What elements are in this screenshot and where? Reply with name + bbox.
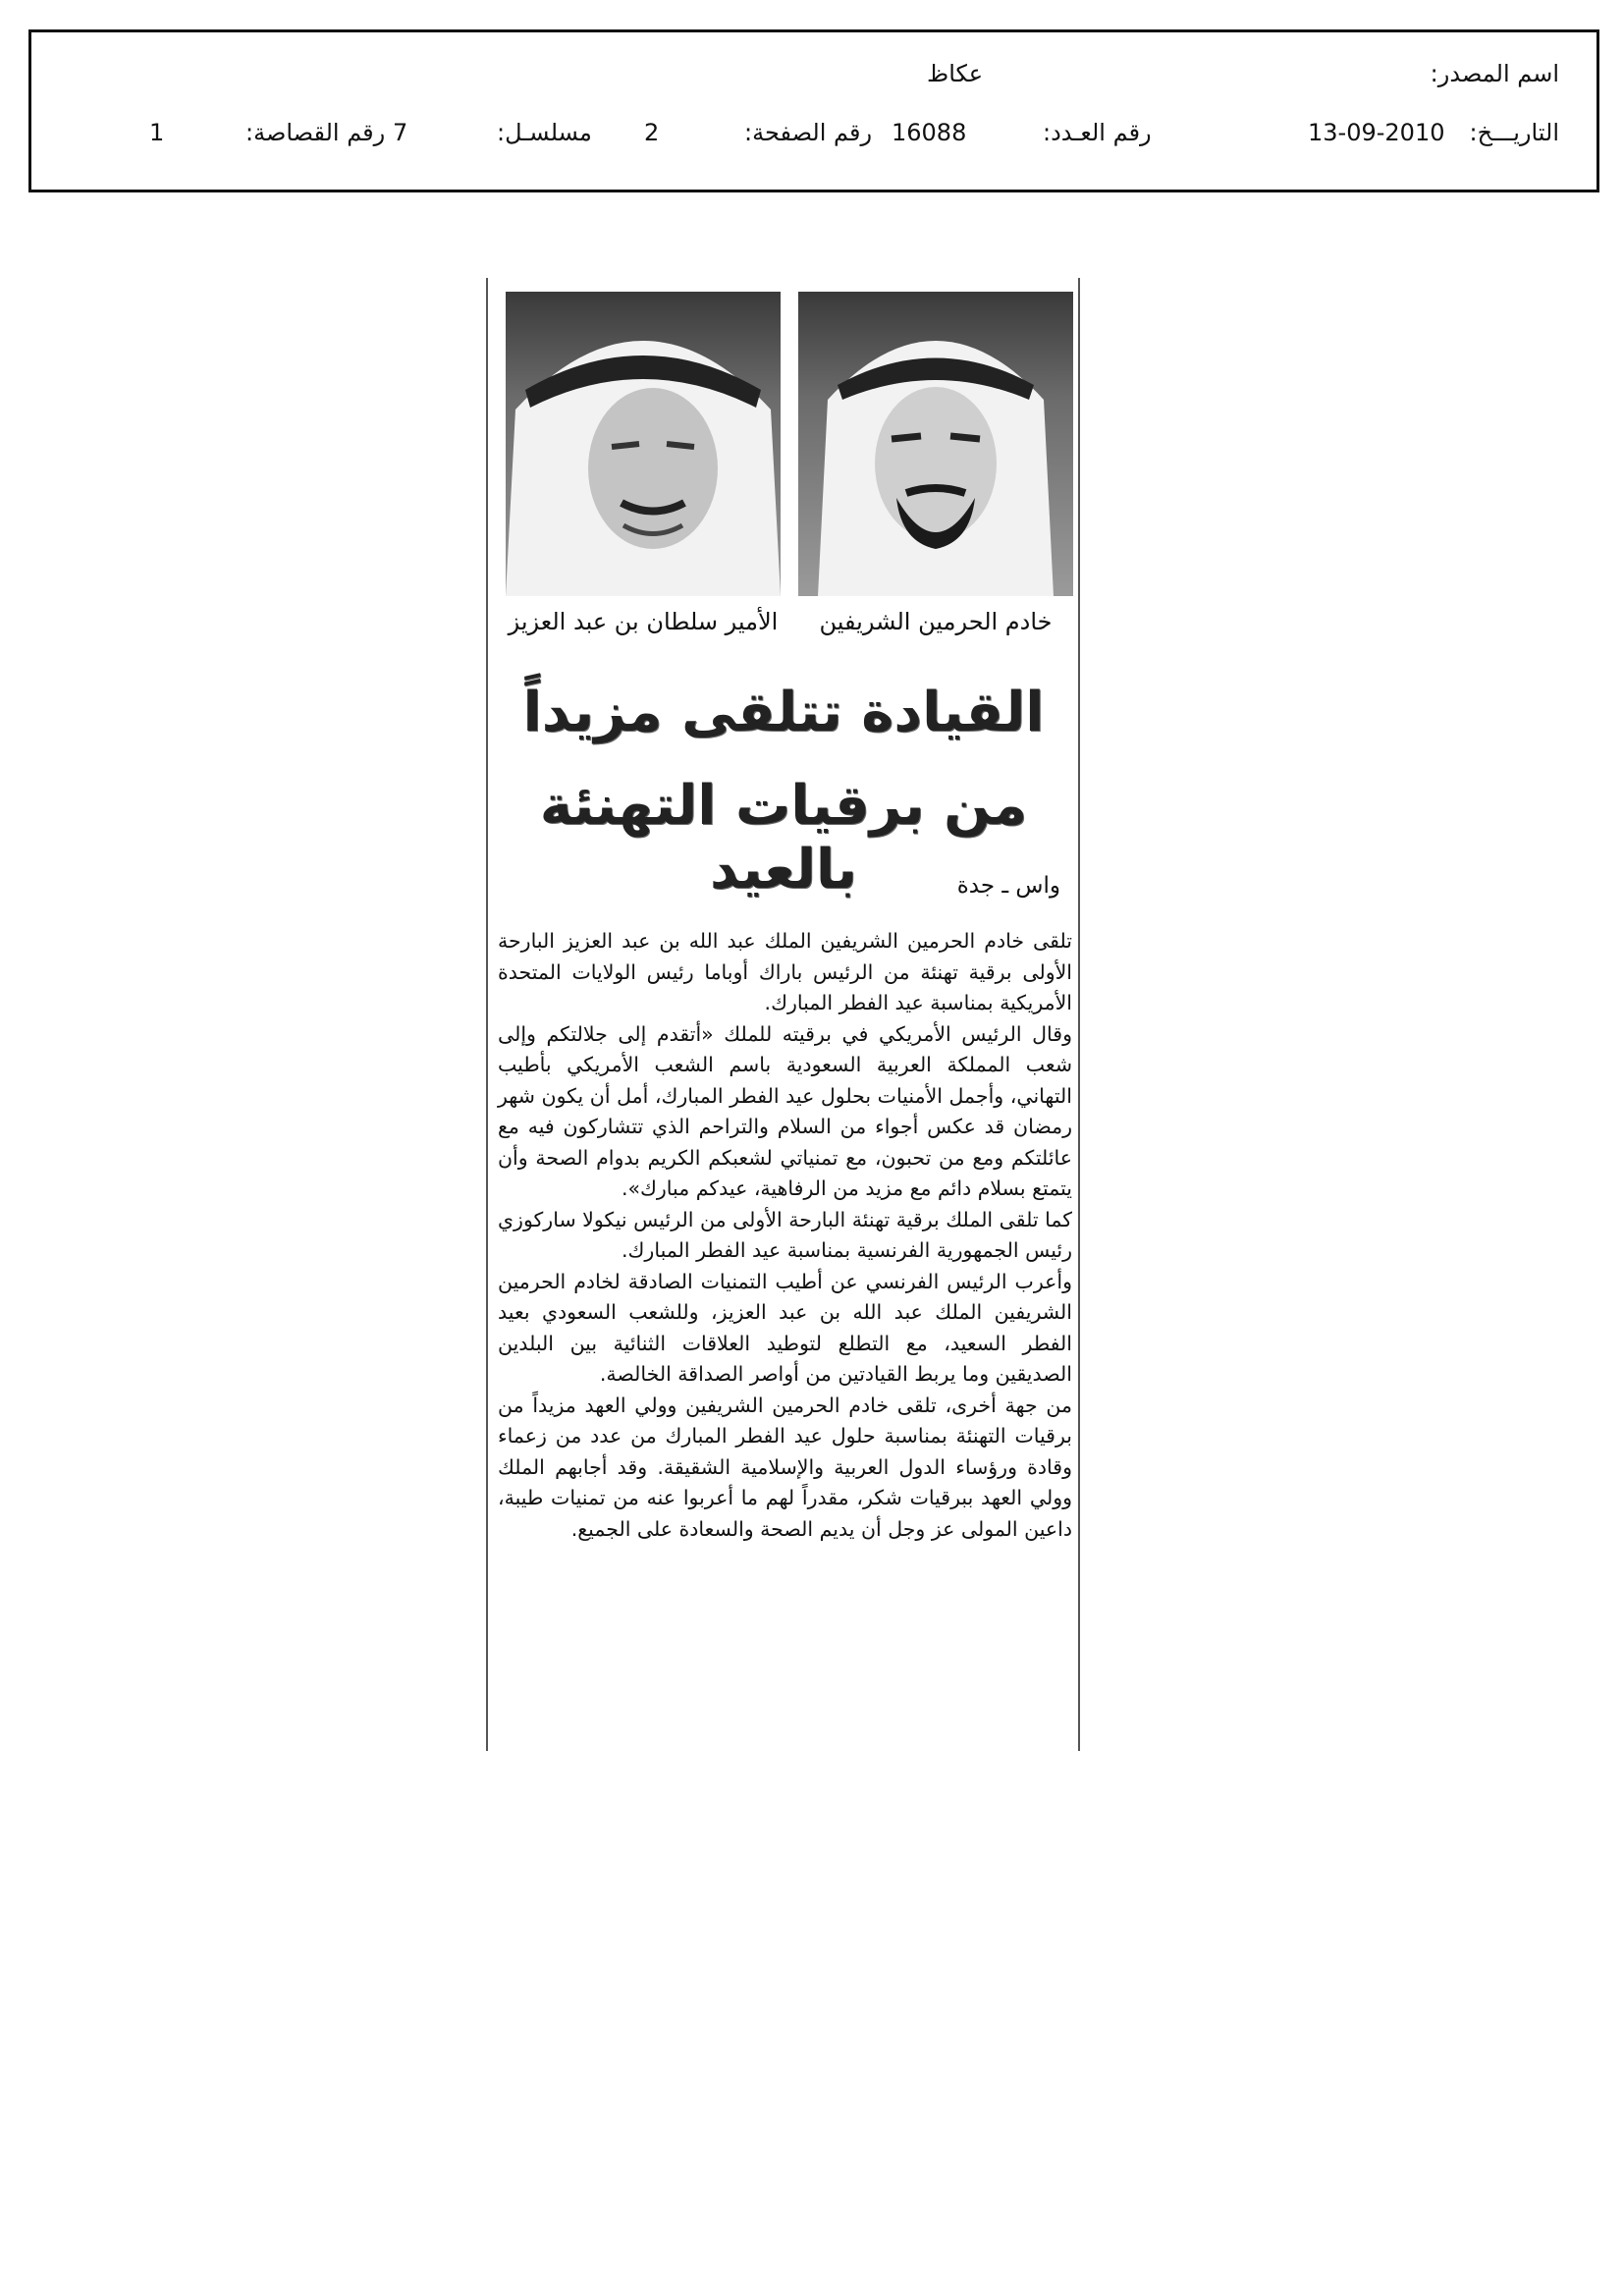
- date-value: 13-09-2010: [1308, 119, 1445, 146]
- portrait-icon: [506, 292, 781, 596]
- article-paragraph: من جهة أخرى، تلقى خادم الحرمين الشريفين وولي العهد مزيداً من برقيات التهنئة بمناسبة حلول عيد الفطر المبارك من عدد من زعماء وقادة ورؤساء الدول العربية والإسلامية الشقيقة. وقد أجابهم الملك وولي العهد ببرقيات شكر، مقدراً لهم ما أعربوا عنه من تمنيات طيبة، داعين المولى عز وجل أن يديم الصحة والسعادة على الجميع.: [498, 1393, 1072, 1541]
- photo-prince-image: [506, 292, 781, 596]
- photo-king-image: [798, 292, 1073, 596]
- article-paragraph: كما تلقى الملك برقية تهنئة البارحة الأولى من الرئيس نيكولا ساركوزي رئيس الجمهورية الفرنسية بمناسبة عيد الفطر المبارك.: [498, 1207, 1072, 1262]
- article-paragraph: وقال الرئيس الأمريكي في برقيته للملك «أتقدم إلى جلالتكم وإلى شعب المملكة العربية السعودية باسم الشعب الأمريكي بأطيب التهاني، وأجمل الأمنيات بحلول عيد الفطر المبارك، أمل أن يكون شهر رمضان قد عكس أجواء من السلام والتراحم الذي تتشاركون فيه مع عائلتكم ومع من تحبون، مع تمنياتي لشعبكم الكريم بدوام الصحة وأن يتمتع بسلام دائم مع مزيد من الرفاهية، عيدكم مبارك».: [498, 1021, 1072, 1200]
- page-label: رقم الصفحة:: [744, 119, 873, 146]
- source-value: عكاظ: [927, 60, 984, 87]
- source-label: اسم المصدر:: [1430, 60, 1559, 87]
- photo-caption-king: خادم الحرمين الشريفين: [819, 608, 1053, 635]
- serial-label: مسلسـل:: [497, 119, 592, 146]
- portrait-icon: [798, 292, 1073, 596]
- issue-label: رقم العـدد:: [1043, 119, 1152, 146]
- article-paragraph: تلقى خادم الحرمين الشريفين الملك عبد الله بن عبد العزيز البارحة الأولى برقية تهنئة من الرئيس باراك أوباما رئيس الولايات المتحدة الأمريكية بمناسبة عيد الفطر المبارك.: [498, 929, 1072, 1014]
- metadata-header-box: [28, 29, 1599, 192]
- byline: واس ـ جدة: [956, 873, 1060, 899]
- serial-value: 7: [393, 119, 408, 146]
- headline-line-1: القيادة تتلقى مزيداً: [522, 681, 1045, 744]
- article-paragraph: وأعرب الرئيس الفرنسي عن أطيب التمنيات الصادقة لخادم الحرمين الشريفين الملك عبد الله بن عبد العزيز، وللشعب السعودي بعيد الفطر السعيد، مع التطلع لتوطيد العلاقات الثنائية بين البلدين الصديقين وما يربط القيادتين من أواصر الصداقة الخالصة.: [498, 1269, 1072, 1386]
- date-label: التاريـــخ:: [1469, 119, 1559, 146]
- page-value: 2: [644, 119, 660, 146]
- headline-line-2: من برقيات التهنئة بالعيد: [539, 774, 1028, 902]
- clip-value: 1: [149, 119, 165, 146]
- issue-value: 16088: [892, 119, 967, 146]
- newspaper-clipping: [486, 278, 1080, 1751]
- photo-caption-prince: الأمير سلطان بن عبد العزيز: [508, 608, 779, 635]
- article-body: [498, 926, 1072, 1545]
- clip-label: رقم القصاصة:: [245, 119, 386, 146]
